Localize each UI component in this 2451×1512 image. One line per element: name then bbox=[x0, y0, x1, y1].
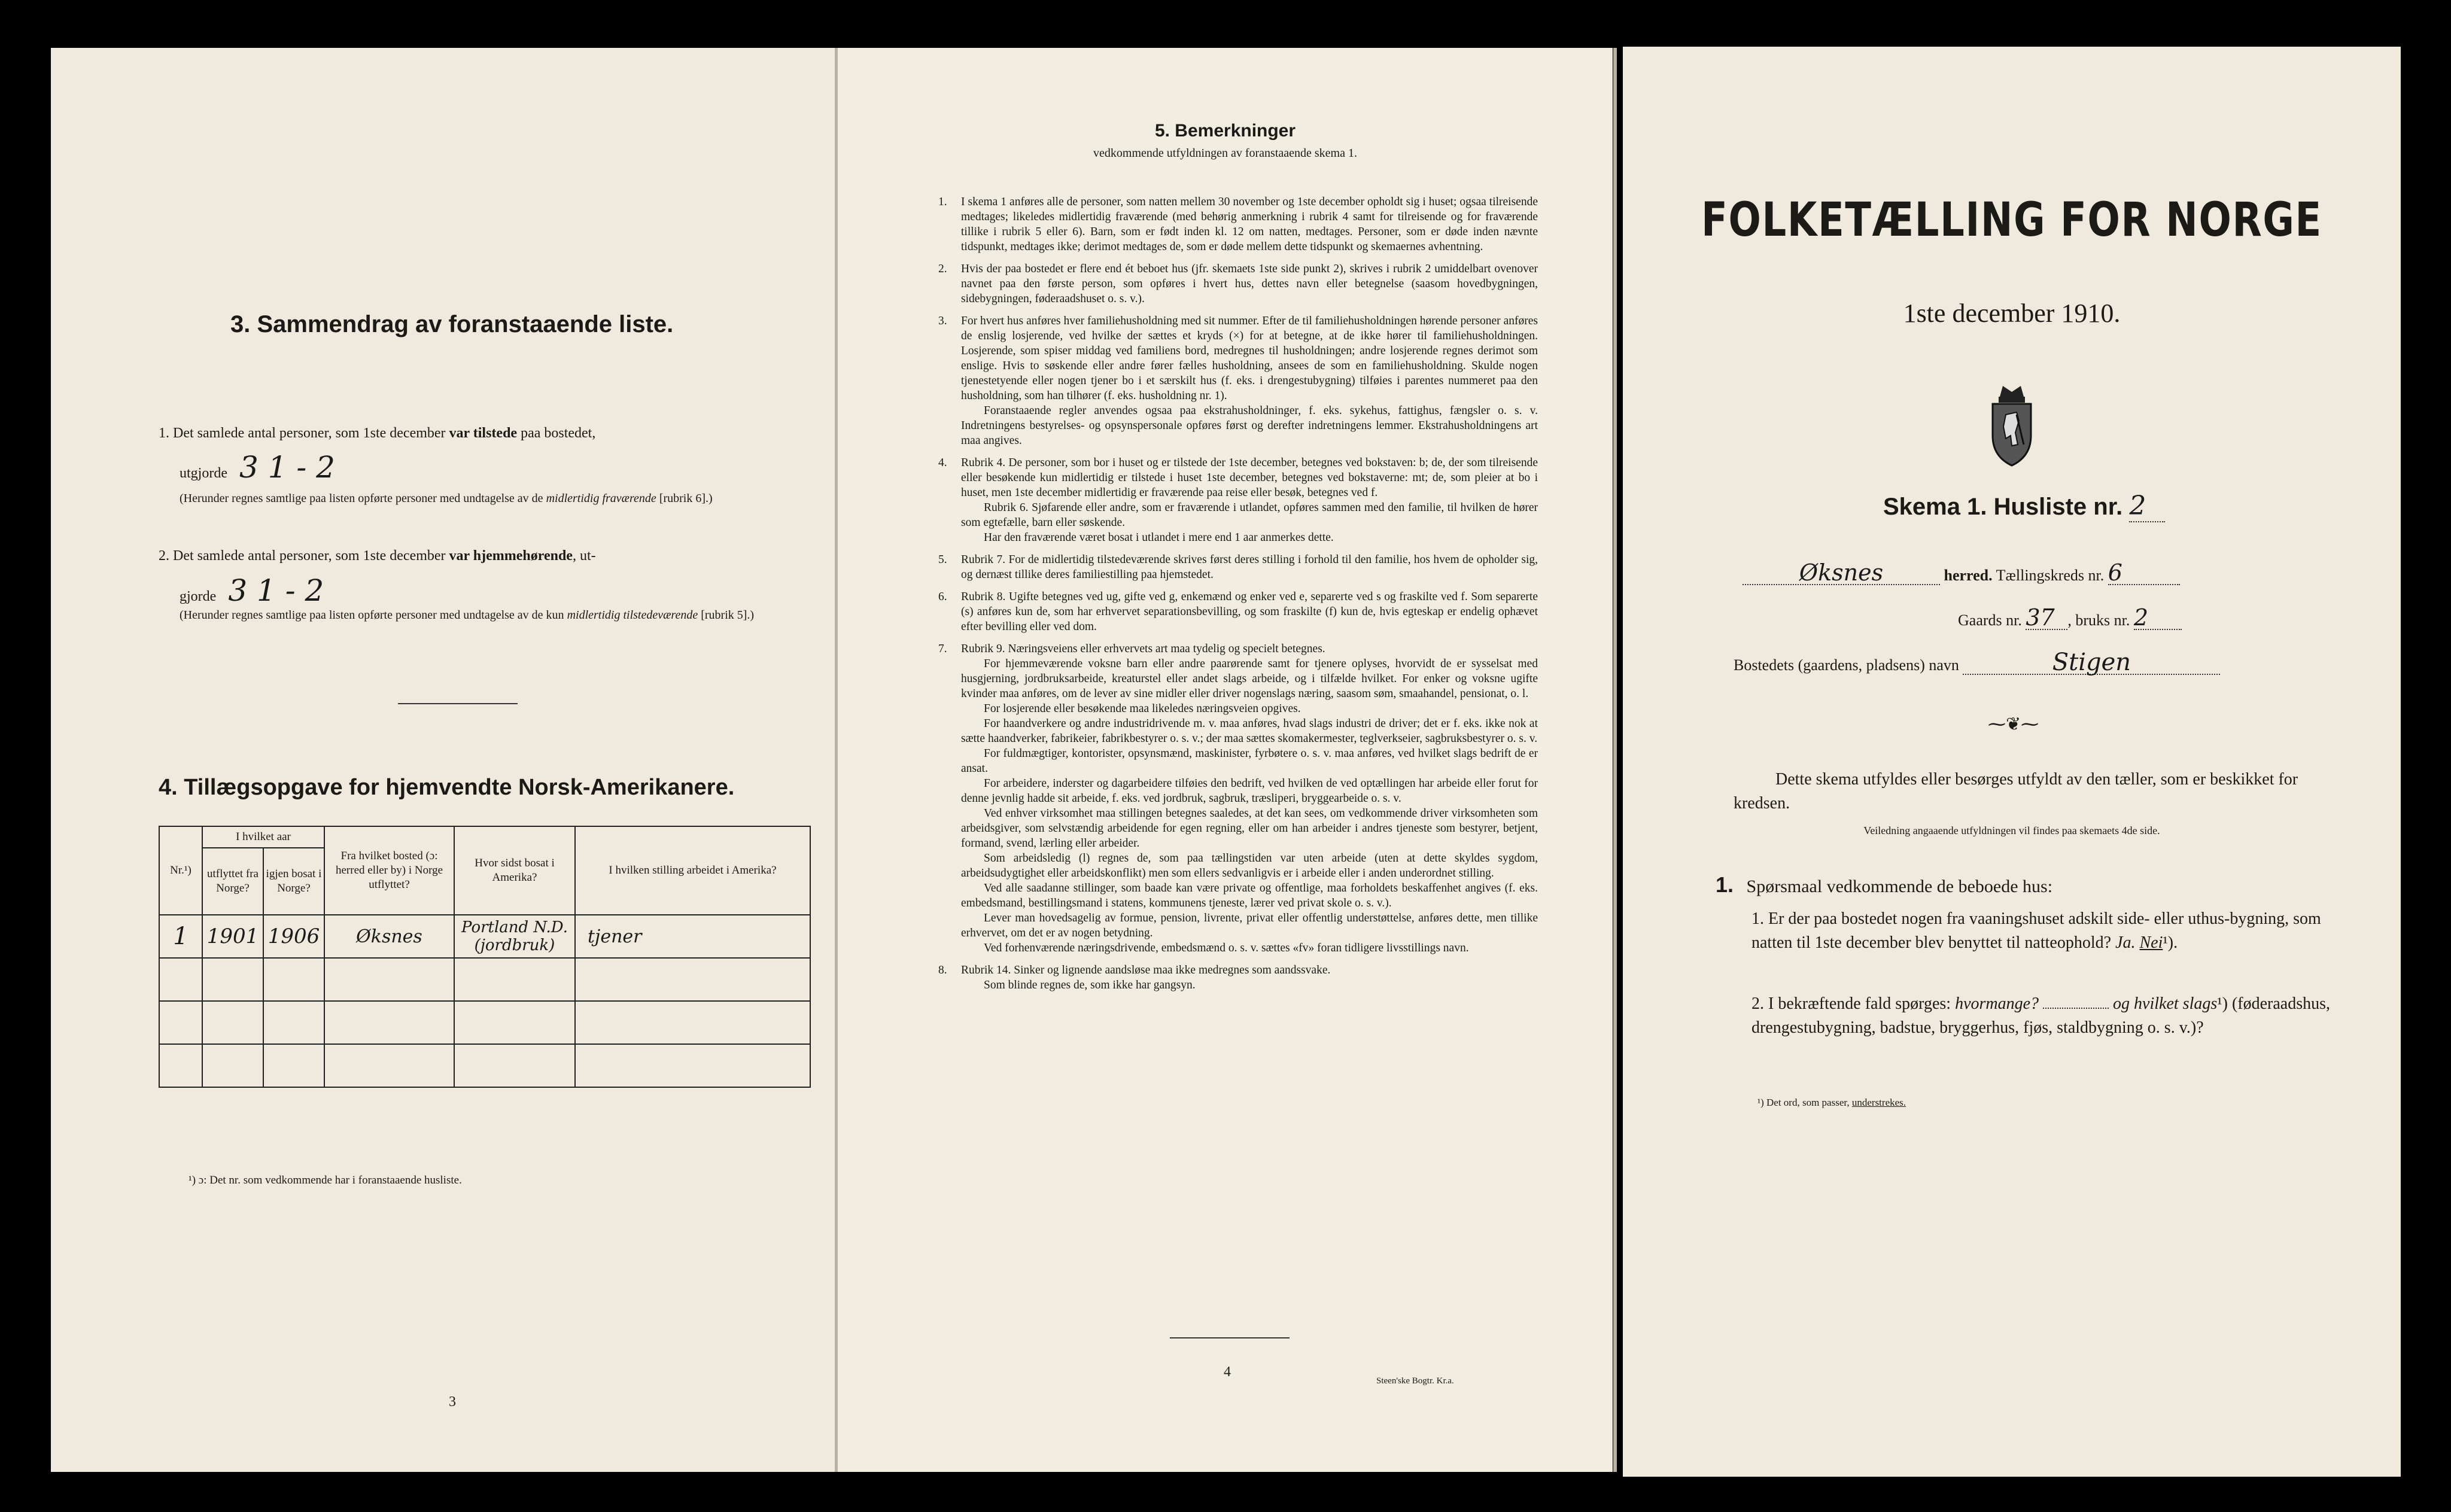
cell-fra: Øksnes bbox=[324, 915, 454, 958]
col-year-group: I hvilket aar bbox=[202, 826, 324, 848]
cell-utflyttet: 1901 bbox=[202, 915, 263, 958]
bemerkning-item bbox=[938, 552, 1538, 582]
right-page bbox=[1623, 47, 2401, 1477]
table-row bbox=[159, 1044, 810, 1087]
husliste-nr-value: 2 bbox=[2129, 491, 2165, 522]
bemerkning-number: 3. bbox=[938, 315, 947, 327]
kreds-value: 6 bbox=[2108, 561, 2180, 585]
table-row bbox=[159, 1001, 810, 1044]
cell-nr: 1 bbox=[159, 915, 202, 958]
bemerkning-text: Rubrik 9. Næringsveiens eller erhvervets art maa tydelig og specielt betegnes. bbox=[961, 643, 1325, 655]
bemerkning-text: For hvert hus anføres hver familiehusholdning med sit nummer. Efter de til familiehusholdningen hørende personer anføres de enslig losjerende, ved hvilke der sættes et kryds (×) for at betegne, at de ikke hører til familiehusholdningen. Losjerende, som spiser middag ved familiens bord, medregnes til husholdningen; andre losjerende regnes derimot som enslige. Hvis to søskende eller andre fører fælles husholdning, ansees de som en familiehusholdning. Skulde nogen tjenestetyende eller nogen tjener bo i et særskilt hus (f. eks. i drengestubygning) tilføies i parentes nummeret paa den husholdning, som han tilhører (f. eks. husholdning nr. 1). bbox=[961, 315, 1538, 402]
bemerkning-text: For losjerende eller besøkende maa likeledes næringsveien opgives. bbox=[984, 702, 1301, 715]
col-utflyttet: utflyttet fra Norge? bbox=[202, 848, 263, 915]
bemerkning-text: Som blinde regnes de, som ikke har gangsyn. bbox=[984, 979, 1196, 991]
handwritten-count-resident: 3 1 - 2 bbox=[228, 573, 324, 608]
skema-label: Skema 1. Husliste nr. 2 bbox=[1883, 491, 2165, 522]
bemerkning-text: Rubrik 6. Sjøfarende eller andre, som er fraværende i utlandet, opføres sammen med den familie, til hvilken de hører som egtefælle, barn eller søskende. bbox=[961, 501, 1538, 529]
summary-q1-note: (Herunder regnes samtlige paa listen opførte personer med undtagelse av de midlertidig fraværende [rubrik 6].) bbox=[180, 492, 713, 505]
bemerkning-text: Foranstaaende regler anvendes ogsaa paa ekstrahusholdninger, f. eks. sykehus, fattighus, fængsler o. s. v. Indretningens bestyrelses- og opsynspersonale opføres først og derefter indretningens lemmer. Ekstrahusholdningens art maa angives. bbox=[961, 404, 1538, 447]
bemerkning-text: Ved alle saadanne stillinger, som baade kan være private og offentlige, maa forholdets beskaffenhet angives (f. eks. embedsmand, bestillingsmand i statens, kommunens tjeneste, lærer ved privat skole o. s. v.). bbox=[961, 882, 1538, 909]
right-footnote: ¹) Det ord, som passer, understrekes. bbox=[1757, 1097, 1906, 1108]
col-stilling: I hvilken stilling arbeidet i Amerika? bbox=[575, 826, 810, 915]
bemerkning-text: Har den fraværende været bosat i utlandet i mere end 1 aar anmerkes dette. bbox=[984, 531, 1334, 544]
ornament-icon: ⁓❦⁓ bbox=[1988, 714, 2039, 734]
bemerkninger-list bbox=[938, 194, 1538, 1000]
bemerkning-text: Ved enhver virksomhet maa stillingen betegnes saaledes, at det kan sees, om vedkommende driver virksomheten som arbeidsgiver, som selvstændig arbeidende for egen regning, eller om han arbeider i andres tjeneste som bestyrer, betjent, formand, svend, lærling eller arbeider. bbox=[961, 807, 1538, 850]
col-hvor-amerika: Hvor sidst bosat i Amerika? bbox=[454, 826, 575, 915]
col-igjen-bosat: igjen bosat i Norge? bbox=[263, 848, 324, 915]
bemerkning-item bbox=[938, 261, 1538, 306]
bemerkning-number: 1. bbox=[938, 196, 947, 208]
bemerkning-text: Rubrik 14. Sinker og lignende aandsløse maa ikke medregnes som aandssvake. bbox=[961, 964, 1331, 976]
page-number: 3 bbox=[449, 1394, 456, 1410]
bemerkning-text: For arbeidere, inderster og dagarbeidere tilføies den bedrift, ved hvilken de ved optællingen har arbeide eller forut for denne jevnlig hadde sit arbeide, f. eks. ved jordbruk, sagbruk, træsliperi, bryggearbeide o. s. v. bbox=[961, 777, 1538, 805]
bemerkninger-title: 5. Bemerkninger bbox=[1154, 121, 1296, 141]
herred-line: Øksnes herred. Tællingskreds nr. 6 bbox=[1743, 561, 2341, 587]
intro-note: Veiledning angaaende utfyldningen vil findes paa skemaets 4de side. bbox=[1863, 825, 2160, 836]
bemerkning-number: 2. bbox=[938, 263, 947, 275]
bemerkning-text: Rubrik 8. Ugifte betegnes ved ug, gifte ved g, enkemænd og enker ved e, separerte ved s og fraskilte ved f. Som separerte (s) anføres kun de, som har erhvervet separationsbevilling, og som fraskilte (f) kun de, hvis egteskap er endelig ophævet efter bevilling eller ved dom. bbox=[961, 591, 1538, 633]
bemerkning-text: Som arbeidsledig (l) regnes de, som paa tællingstiden var uten arbeide (uten at dette skyldes sygdom, arbeidsudygtighet eller arbeidskonflikt) men som ellers sedvanligvis er i arbeide eller i anden underordnet stilling. bbox=[961, 852, 1538, 880]
bemerkning-text: Ved forhenværende næringsdrivende, embedsmænd o. s. v. sættes «fv» foran tidligere livsstillings navn. bbox=[984, 942, 1469, 954]
bemerkning-item bbox=[938, 194, 1538, 254]
cell-hvor: Portland N.D. (jordbruk) bbox=[454, 915, 575, 958]
section-4-title: 4. Tillægsopgave for hjemvendte Norsk-Amerikanere. bbox=[159, 775, 735, 800]
bemerkning-number: 8. bbox=[938, 964, 947, 976]
bemerkning-item bbox=[938, 314, 1538, 448]
bemerkning-text: For haandverkere og andre industridrivende m. v. maa anføres, hvad slags industri de driver; det er f. eks. ikke nok at sætte haandverker, fabrikeier, fabrikbestyrer o. s. v.; der maa sættes skomakermester, teglverkseier, sagbruksbestyrer o. s. v. bbox=[961, 717, 1538, 745]
bemerkning-number: 4. bbox=[938, 457, 947, 469]
census-title: FOLKETÆLLING FOR NORGE bbox=[1701, 193, 2322, 247]
bemerkning-item bbox=[938, 963, 1538, 993]
answer-nei: Nei bbox=[2139, 933, 2163, 952]
bemerkning-item bbox=[938, 641, 1538, 956]
bemerkning-text: I skema 1 anføres alle de personer, som natten mellem 30 november og 1ste december opholdt sig i huset; ogsaa tilreisende medtages; likeledes midlertidig fraværende (med behørig anmerkning i rubrik 4 samt for tilreisende og for fraværende tillike i rubrik 5 eller 6). Barn, som er født inden kl. 12 om natten, medtages. Personer, som er døde inden nævnte tidspunkt, medtages ikke; derimot medtages de, som er døde mellem dette tidspunkt og skemaernes avhentning. bbox=[961, 196, 1538, 253]
handwritten-count-present: 3 1 - 2 bbox=[239, 450, 335, 485]
coat-of-arms-icon bbox=[1982, 379, 2042, 468]
intro-text: Dette skema utfyldes eller besørges utfyldt av den tæller, som er beskikket for kredsen. bbox=[1734, 770, 2298, 813]
question-1: 1. Er der paa bostedet nogen fra vaaningshuset adskilt side- eller uthus-bygning, som natten til 1ste december blev benyttet til natteophold? Ja. Nei¹). bbox=[1751, 909, 2321, 952]
bemerkning-number: 6. bbox=[938, 591, 947, 603]
bemerkning-item bbox=[938, 589, 1538, 634]
bemerkning-item bbox=[938, 455, 1538, 545]
norsk-amerikanere-table bbox=[159, 826, 811, 1088]
gaards-value: 37 bbox=[2026, 606, 2067, 630]
col-nr: Nr.¹) bbox=[159, 826, 202, 915]
page-fold bbox=[1613, 48, 1617, 1472]
bosted-line: Bostedets (gaardens, pladsens) navn Stigen bbox=[1734, 651, 2220, 677]
question-heading: 1. Spørsmaal vedkommende de beboede hus: bbox=[1716, 872, 2053, 897]
bruks-value: 2 bbox=[2134, 606, 2182, 630]
bemerkninger-subtitle: vedkommende utfyldningen av foranstaaende skema 1. bbox=[1093, 147, 1357, 160]
table-row bbox=[159, 958, 810, 1001]
table-footnote: ¹) ɔ: Det nr. som vedkommende har i foranstaaende husliste. bbox=[188, 1174, 462, 1187]
section-3-title: 3. Sammendrag av foranstaaende liste. bbox=[230, 311, 674, 337]
bemerkning-text: Rubrik 7. For de midlertidig tilstedeværende skrives først deres stilling i forhold til den familie, hos hvem de opholder sig, og dernæst tillike deres familiestilling paa hjemstedet. bbox=[961, 553, 1538, 581]
herred-value: Øksnes bbox=[1743, 561, 1940, 585]
bemerkning-number: 5. bbox=[938, 553, 947, 566]
summary-q1: 1. Det samlede antal personer, som 1ste december var tilstede paa bostedet, bbox=[159, 425, 596, 441]
summary-q1-utgjorde: utgjorde 3 1 - 2 bbox=[180, 450, 335, 485]
bemerkning-text: For hjemmeværende voksne barn eller andre paarørende samt for tjenere oplyses, hvorvidt de er sysselsat med husgjerning, jordbruksarbeide, kreaturstel eller andet slags arbeide, og i tilfælde hvilket. For enker og voksne ugifte kvinder maa anføres, om de lever av sine midler eller driver nogenslags næring, saasom søm, smaahandel, pensionat, o. l. bbox=[961, 658, 1538, 700]
page-number: 4 bbox=[1224, 1364, 1231, 1380]
bemerkning-text: Hvis der paa bostedet er flere end ét beboet hus (jfr. skemaets 1ste side punkt 2), skrives i rubrik 2 umiddelbart ovenover navnet paa den første person, som opføres i hvert hus, dettes navn eller betegnelse (saasom hovedbygningen, sidebygningen, føderaadshuset o. s. v.). bbox=[961, 263, 1538, 305]
middle-page bbox=[838, 48, 1613, 1472]
cell-igjen: 1906 bbox=[263, 915, 324, 958]
gaards-line: Gaards nr. 37 , bruks nr. 2 bbox=[1958, 606, 2182, 632]
bemerkning-number: 7. bbox=[938, 643, 947, 655]
table-row bbox=[159, 915, 810, 958]
printer-mark: Steen'ske Bogtr. Kr.a. bbox=[1376, 1376, 1454, 1386]
divider bbox=[398, 703, 518, 704]
question-2: 2. I bekræftende fald spørges: hvormange? og hvilket slags¹) (føderaadshus, drengestubygning, badstue, bryggerhus, fjøs, staldbygning o. s. v.)? bbox=[1751, 994, 2331, 1037]
cell-stilling: tjener bbox=[575, 915, 810, 958]
col-fra-bosted: Fra hvilket bosted (ɔ: herred eller by) i Norge utflyttet? bbox=[324, 826, 454, 915]
summary-q2-note: (Herunder regnes samtlige paa listen opførte personer med undtagelse av de kun midlertidig tilstedeværende [rubrik 5].) bbox=[180, 609, 755, 622]
census-date: 1ste december 1910. bbox=[1903, 299, 2121, 328]
bemerkning-text: Rubrik 4. De personer, som bor i huset og er tilstede der 1ste december, betegnes ved bokstaven: b; de, der som tilreisende eller besøkende kun midlertidig er tilstede i huset 1ste december, betegnes ved bokstaverne: mt; de, som pleier at bo i huset, men 1ste december midlertidig er fraværende paa reise eller besøk, betegnes ved f. bbox=[961, 457, 1538, 499]
summary-q2-gjorde: gjorde 3 1 - 2 bbox=[180, 573, 324, 608]
divider bbox=[1170, 1337, 1290, 1338]
bemerkning-text: For fuldmægtiger, kontorister, opsynsmænd, maskinister, fyrbøtere o. s. v. maa anføres, ved hvilket slags bedrift de er ansat. bbox=[961, 747, 1538, 775]
bosted-value: Stigen bbox=[1963, 651, 2220, 675]
summary-q2: 2. Det samlede antal personer, som 1ste december var hjemmehørende, ut- bbox=[159, 548, 596, 564]
left-page bbox=[51, 48, 835, 1472]
bemerkning-text: Lever man hovedsagelig av formue, pension, livrente, privat eller offentlig understøttelse, anføres dette, men tillike erhvervet, om det er av nogen betydning. bbox=[961, 912, 1538, 939]
